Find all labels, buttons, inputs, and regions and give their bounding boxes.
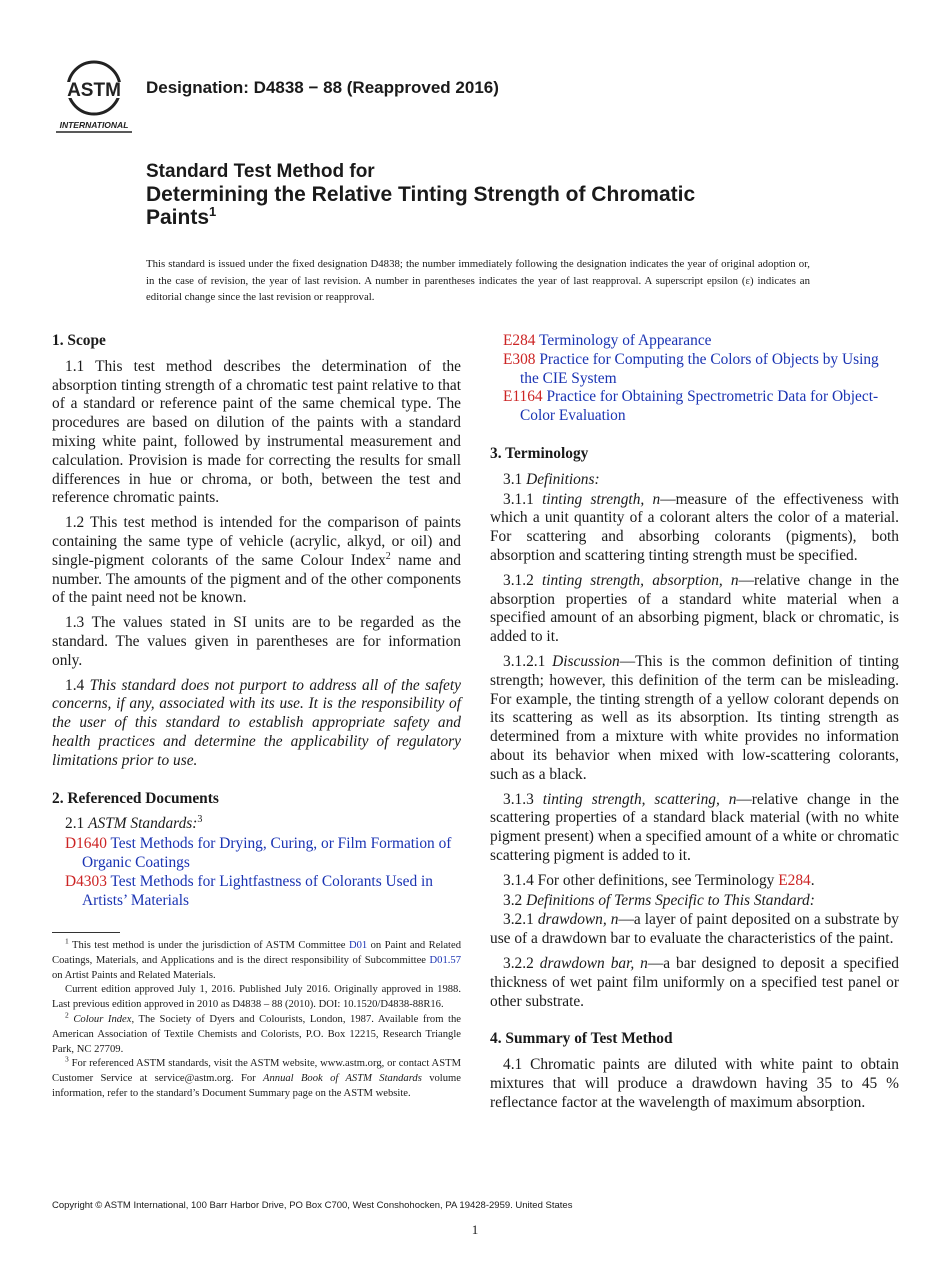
reference-e308[interactable]	[490, 351, 899, 389]
title-word: Paints	[146, 206, 210, 229]
scope-paragraph-1-1: 1.1 This test method describes the determination of the absorption tinting strength of a chromatic test paint relative to that of a standard or reference paint of the same chemical type. The procedures are based on dilution of the paints with a standard mixing white paint, followed by instrumental measurement and calculation. Provision is made for correcting the results for small differences in hue or chroma, or both, between the test and reference chromatic paints.	[52, 357, 461, 507]
def-term: drawdown bar, n	[539, 954, 648, 972]
document-title	[146, 160, 846, 229]
definitions-specific-label	[490, 892, 899, 911]
reference-d1640[interactable]	[52, 835, 461, 873]
reference-code[interactable]: E1164	[503, 388, 543, 406]
footnote-1-edition: Current edition approved July 1, 2016. Published July 2016. Originally approved in 1988. Last previous edition approved in 2010 as D4838 – 88 (2010). DOI: 10.1520/D4838-88R16.	[52, 984, 461, 1011]
subcommittee-link[interactable]: D01.57	[429, 954, 461, 966]
reference-e1164[interactable]	[490, 388, 899, 426]
def-text: 3.1.4 For other definitions, see Terminology	[503, 871, 779, 889]
footnote-text: on Paint and Related Coatings, Materials, and Applications and is the direct responsibility of Subcommittee	[52, 940, 461, 966]
footnote-italic: Annual Book of ASTM Standards	[263, 1073, 422, 1085]
def-term: tinting strength, absorption, n	[541, 571, 739, 589]
reference-title[interactable]: Terminology of Appearance	[535, 332, 712, 349]
section-heading-referenced: 2. Referenced Documents	[52, 789, 219, 807]
committee-link[interactable]: D01	[348, 940, 368, 951]
reference-title[interactable]: Test Methods for Lightfastness of Colorants Used in Artists’ Materials	[82, 872, 433, 909]
reference-code[interactable]: E284	[503, 332, 536, 349]
footnote-text: For referenced ASTM standards, visit the ASTM website, www.astm.org, or contact ASTM Customer Service at service@astm.org. For	[52, 1058, 461, 1085]
sub-label: Definitions of Terms Specific to This Standard:	[526, 891, 815, 909]
footnote-1	[52, 936, 461, 983]
reference-e284[interactable]	[490, 332, 899, 351]
astm-logo	[52, 58, 136, 134]
reference-code[interactable]: E308	[503, 350, 536, 368]
astm-standards-label	[52, 815, 461, 834]
footnote-3	[52, 1054, 461, 1101]
footnote-ref-2[interactable]: 2	[385, 550, 391, 562]
discussion-3-1-2-1	[490, 653, 899, 785]
scope-p4-number: 1.4	[65, 676, 90, 694]
right-column	[490, 332, 899, 1118]
logo-subtext: INTERNATIONAL	[59, 120, 129, 130]
definitions-label	[490, 471, 899, 490]
footnote-mark: 3	[65, 1054, 69, 1064]
designation: Designation: D4838 − 88 (Reapproved 2016)	[146, 78, 499, 97]
definition-3-1-1	[490, 491, 899, 566]
left-column	[52, 332, 461, 910]
footnote-mark: 1	[65, 936, 69, 946]
def-term: Discussion	[552, 652, 620, 670]
copyright-notice: Copyright © ASTM International, 100 Barr Harbor Drive, PO Box C700, West Conshohocken, PA 19428-2959. United States	[52, 1200, 573, 1211]
scope-p4-text: This standard does not purport to address all of the safety concerns, if any, associated with its use. It is the responsibility of the user of this standard to establish appropriate safety and health practices and determine the applicability of regulatory limitations prior to use.	[52, 676, 461, 769]
page-number: 1	[471, 1222, 479, 1237]
section-heading-summary: 4. Summary of Test Method	[490, 1030, 673, 1048]
sub-number: 3.2	[503, 891, 527, 909]
definition-3-2-2	[490, 955, 899, 1011]
scope-paragraph-1-2	[52, 514, 461, 608]
footnote-italic: Colour Index	[68, 1013, 132, 1025]
footnote-text: This test method is under the jurisdiction of ASTM Committee	[68, 940, 349, 951]
definition-3-1-2	[490, 572, 899, 647]
footnote-text: volume information, refer to the standard’s Document Summary page on the ASTM website.	[52, 1073, 461, 1099]
reference-code[interactable]: D4303	[65, 872, 107, 890]
summary-paragraph-4-1: 4.1 Chromatic paints are diluted with white paint to obtain mixtures that will produce a drawdown having 35 to 45 % reflectance factor at the wavelength of maximum absorption.	[490, 1056, 899, 1111]
def-text: —a bar designed to deposit a specified thickness of wet paint film uniformly on a specified test panel or other substrate.	[490, 954, 899, 1010]
logo-text: ASTM	[67, 80, 121, 101]
footnote-text: on Artist Paints and Related Materials.	[52, 969, 216, 981]
title-footnote-mark: 1	[209, 204, 217, 219]
reference-title[interactable]: Test Methods for Drying, Curing, or Film Formation of Organic Coatings	[82, 835, 452, 871]
reference-d4303[interactable]	[52, 873, 461, 911]
def-number: 3.2.2	[503, 954, 540, 972]
sub-number: 2.1	[65, 815, 89, 833]
intro-paragraph: This standard is issued under the fixed designation D4838; the number immediately following the designation indicates the year of original adoption or, in the case of revision, the year of last revision. A number in parentheses indicates the year of last reapproval. A superscript epsilon (ε) indicates an editorial change since the last revision or reapproval.	[146, 258, 810, 303]
title-line-1: Standard Test Method for	[146, 161, 375, 182]
footnote-ref-3[interactable]: 3	[197, 814, 203, 826]
def-text: —measure of the effectiveness with which a unit quantity of a colorant alters the color of a material. For scattering and absorbing colorants (pigments), both absorption and scattering tinting strength must be specified.	[490, 490, 899, 564]
def-number: 3.2.1	[503, 911, 538, 929]
footnote-2	[52, 1010, 461, 1057]
def-text: —This is the common definition of tinting strength; however, this definition of the term can be misleading. For example, the tinting strength of a yellow colorant depends on its scattering as well as its absorption. Its tinting strength as determined from a mixture with white provides no information about its behavior when mixed with low-scattering colorants, such as a black.	[490, 652, 899, 783]
definition-3-2-1	[490, 911, 899, 949]
scope-paragraph-1-4	[52, 677, 461, 771]
title-line-3	[146, 206, 846, 229]
reference-title[interactable]: Practice for Computing the Colors of Objects by Using the CIE System	[520, 350, 879, 387]
def-number: 3.1.2	[503, 571, 542, 589]
sub-number: 3.1	[503, 470, 527, 488]
def-term: tinting strength, scattering, n	[542, 790, 737, 808]
sub-label: Definitions:	[526, 470, 600, 488]
reference-title[interactable]: Practice for Obtaining Spectrometric Data for Object-Color Evaluation	[520, 388, 879, 425]
def-text: —relative change in the absorption properties of a standard white material when a specified amount of an absorbing pigment, black or chromatic, is added to it.	[490, 571, 899, 646]
footnote-divider	[52, 932, 120, 933]
reference-code[interactable]: D1640	[65, 835, 107, 853]
scope-paragraph-1-3: 1.3 The values stated in SI units are to be regarded as the standard. The values given in parentheses are for information only.	[52, 614, 461, 669]
footnote-mark: 2	[65, 1010, 69, 1020]
scope-p2-text: 1.2 This test method is intended for the comparison of paints containing the same type of vehicle (acrylic, alkyd, or oil) and single-pigment colorants of the same Colour Index	[52, 514, 461, 569]
definition-3-1-3	[490, 791, 899, 866]
def-text: —a layer of paint deposited on a substrate by use of a drawdown bar to evaluate the characteristics of the paint.	[490, 911, 899, 948]
sub-label: ASTM Standards:	[88, 815, 198, 833]
footnote-text: , The Society of Dyers and Colourists, London, 1987. Available from the American Association of Textile Chemists and Colorists, P.O. Box 12215, Research Triangle Park, NC 27709.	[52, 1013, 461, 1055]
footnotes	[52, 932, 461, 1102]
def-text-end: .	[810, 871, 815, 889]
definition-3-1-4	[490, 872, 899, 891]
e284-link[interactable]: E284	[778, 871, 811, 889]
def-text: —relative change in the scattering properties of a standard black material (with no white pigment present) when a specified amount of a white or chromatic scattering pigment is added to it.	[490, 790, 899, 864]
def-number: 3.1.3	[503, 790, 543, 808]
astm-logo-graphic	[52, 58, 136, 134]
def-term: tinting strength, n	[542, 490, 661, 508]
def-term: drawdown, n	[537, 911, 619, 929]
section-heading-scope: 1. Scope	[52, 332, 106, 349]
def-number: 3.1.1	[503, 490, 543, 508]
title-line-2: Determining the Relative Tinting Strength of Chromatic	[146, 183, 696, 206]
scope-p2-text-end: name and number. The amounts of the pigment and of the other components of the paint need not be known.	[52, 551, 461, 607]
section-heading-terminology: 3. Terminology	[490, 444, 589, 462]
def-number: 3.1.2.1	[503, 652, 553, 670]
